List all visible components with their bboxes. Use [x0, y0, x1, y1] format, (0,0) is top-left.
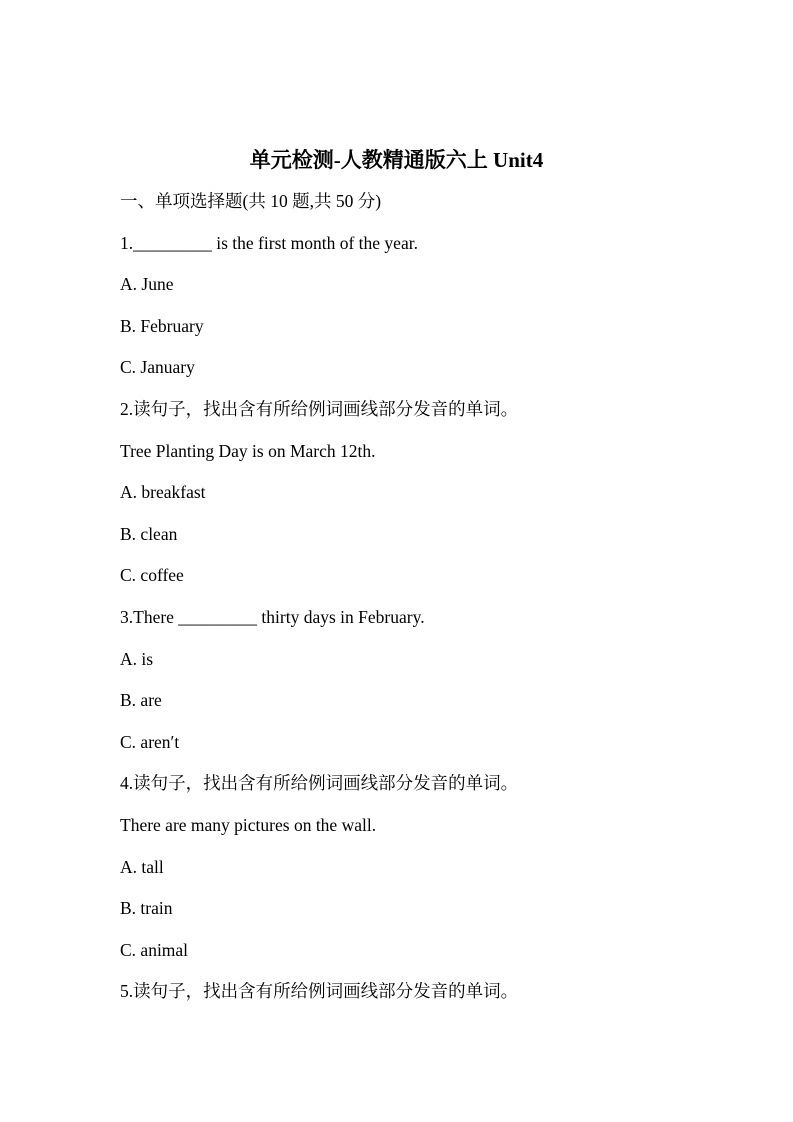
question-3-option-b: B. are [120, 690, 162, 710]
question-2-option-c: C. coffee [120, 565, 184, 585]
question-4-sentence: There are many pictures on the wall. [120, 815, 377, 835]
question-4-option-c: C. animal [120, 940, 189, 960]
question-2-option-b: B. clean [120, 524, 178, 544]
question-2-option-a: A. breakfast [120, 482, 206, 502]
question-1-stem: 1._________ is the first month of the year. [120, 233, 418, 253]
section-heading: 一、单项选择题(共 10 题,共 50 分) [120, 191, 382, 211]
question-2-stem: 2.读句子，找出含有所给例词画线部分发音的单词。 [120, 399, 519, 419]
question-4-option-b: B. train [120, 898, 173, 918]
question-2-sentence: Tree Planting Day is on March 12th. [120, 441, 376, 461]
question-4-stem: 4.读句子，找出含有所给例词画线部分发音的单词。 [120, 773, 519, 793]
question-3-option-c: C. aren′t [120, 732, 180, 752]
question-1-option-a: A. June [120, 274, 174, 294]
question-1-option-c: C. January [120, 357, 195, 377]
question-5-stem: 5.读句子，找出含有所给例词画线部分发音的单词。 [120, 981, 519, 1001]
question-3-option-a: A. is [120, 649, 154, 669]
question-3-stem: 3.There _________ thirty days in February. [120, 607, 425, 627]
page-title: 单元检测-人教精通版六上 Unit4 [249, 148, 544, 172]
question-1-option-b: B. February [120, 316, 204, 336]
question-4-option-a: A. tall [120, 857, 164, 877]
